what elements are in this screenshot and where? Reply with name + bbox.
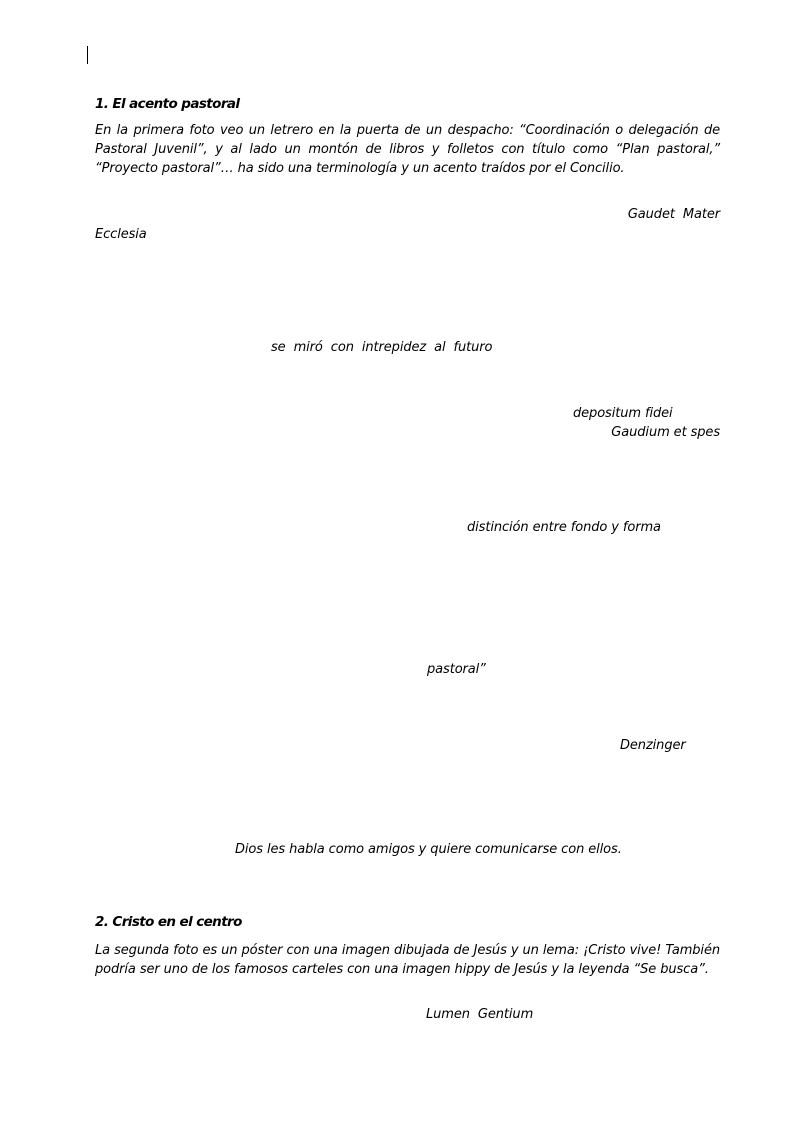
fragment-depositum-fidei: depositum fidei (573, 406, 673, 421)
fragment-denzinger: Denzinger (620, 738, 686, 753)
section-1-paragraph: En la primera foto veo un letrero en la puerta de un despacho: “Coordinación o delegación de Pastoral Juvenil”, y al lado un montón de libros y folletos con título como “Plan pastoral,” “Proyecto pastoral”… ha sido una terminología y un acento traídos por el Concilio. (95, 123, 720, 176)
fragment-gaudet-mater: Gaudet Mater (627, 207, 720, 222)
fragment-intrepidez: se miró con intrepidez al futuro (271, 340, 493, 355)
section-2-heading: 2. Cristo en el centro (95, 914, 242, 930)
fragment-ecclesia: Ecclesia (95, 227, 147, 242)
section-1-heading: 1. El acento pastoral (95, 96, 240, 112)
fragment-gaudium-et-spes: Gaudium et spes (611, 425, 720, 440)
section-2-paragraph: La segunda foto es un póster con una imagen dibujada de Jesús y un lema: ¡Cristo vive! También podría ser uno de los famosos carteles con una imagen hippy de Jesús y la leyenda “Se busca”. (95, 943, 720, 977)
fragment-pastoral: pastoral” (427, 662, 486, 677)
fragment-dios-les-habla: Dios les habla como amigos y quiere comunicarse con ellos. (235, 842, 622, 857)
fragment-distincion: distinción entre fondo y forma (467, 520, 661, 535)
fragment-lumen-gentium: Lumen Gentium (426, 1007, 534, 1022)
text-cursor (87, 46, 88, 64)
